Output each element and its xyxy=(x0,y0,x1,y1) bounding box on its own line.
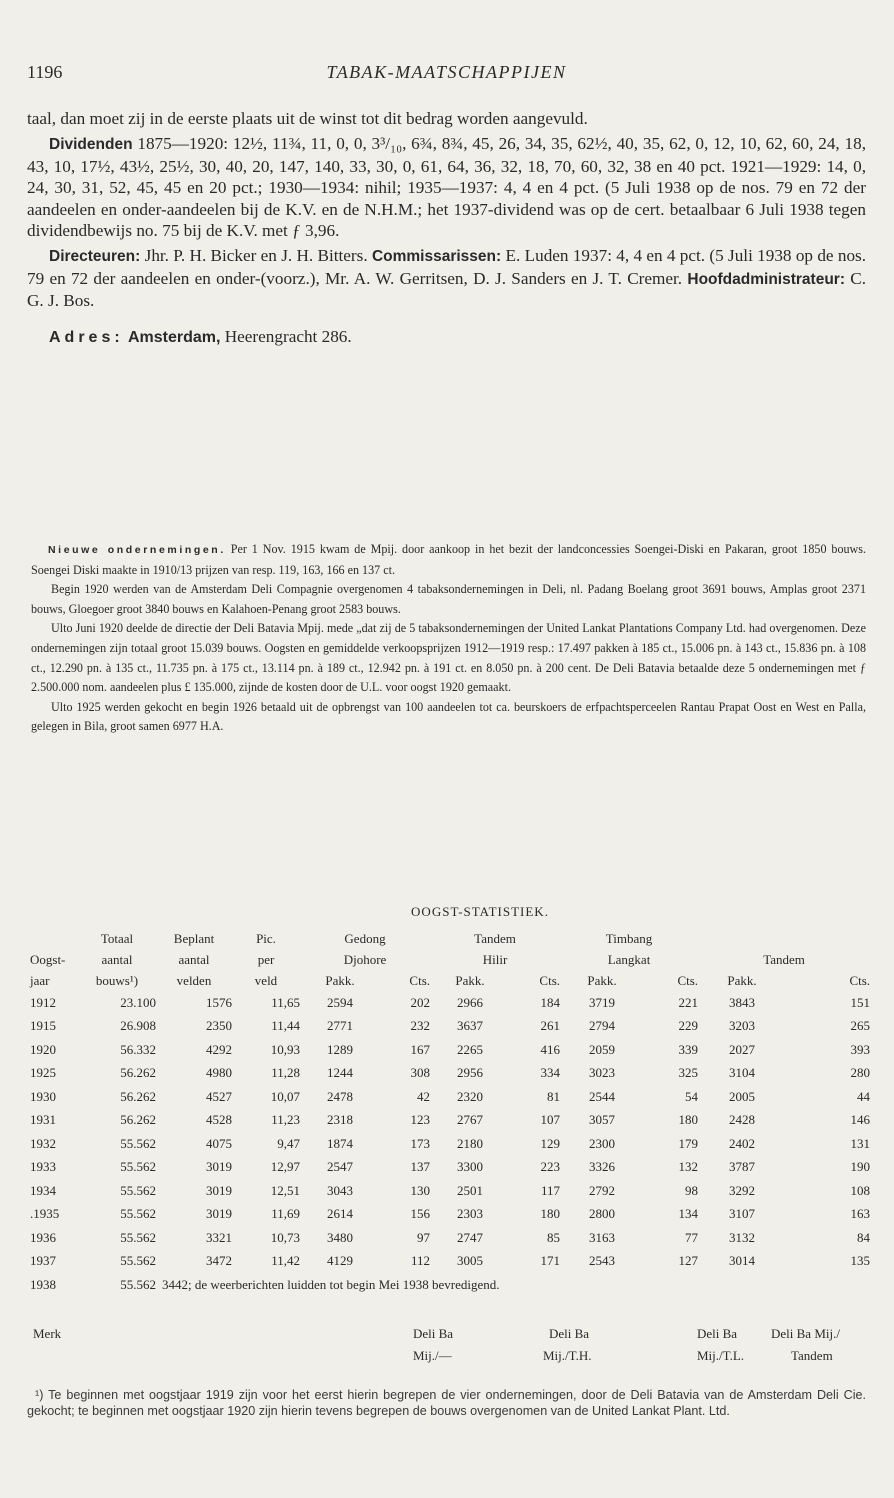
table-cell: 55.562 xyxy=(120,1206,156,1222)
table-cell: 4528 xyxy=(206,1112,232,1128)
header-cell: Oogst- xyxy=(30,951,66,967)
nieuwe-paragraph-3: Ulto Juni 1920 deelde de directie der Deli Batavia Mpij. mede „dat zij de 5 tabaksondernemingen der United Lankat Plantations Company Ltd. had overgenomen. Deze ondernemingen zijn totaal groot 15.039 bouws. Oogsten en gemiddelde verkoopsprijzen 1912—1919 resp.: 17.497 pakken à 185 ct., 15.006 pn. à 143 ct., 15.836 pn. à 108 ct., 12.290 pn. à 135 ct., 11.735 pn. à 175 ct., 13.114 pn. à 189 ct., 12.942 pn. à 191 ct. en 8.050 pn. à 200 cent. De Deli Batavia betaalde deze 5 ondernemingen met ƒ 2.500.000 nom. aandeelen plus £ 135.000, zijnde de kosten door de U.L. voor oogst 1920 gemaakt. xyxy=(31,621,866,695)
table-cell: 2320 xyxy=(457,1088,484,1104)
header-cell: Pakk. xyxy=(727,972,757,988)
header-cell: Pakk. xyxy=(587,972,617,988)
table-cell: 131 xyxy=(850,1135,871,1151)
table-cell: 1930 xyxy=(30,1088,56,1104)
table-cell: 3637 xyxy=(457,1018,484,1034)
adres-paragraph xyxy=(27,326,866,348)
table-row xyxy=(30,1062,870,1086)
header-cell: Hilir xyxy=(482,951,508,967)
table-cell: 23.100 xyxy=(120,994,156,1010)
table-cell: 130 xyxy=(410,1182,431,1198)
merk-langkat-a: Deli Ba xyxy=(697,1326,738,1341)
table-cell: 11,28 xyxy=(271,1065,300,1081)
table-cell: 55.562 xyxy=(120,1253,156,1269)
table-cell: 56.262 xyxy=(120,1088,156,1104)
table-cell: 81 xyxy=(547,1088,561,1104)
table-cell: 2614 xyxy=(327,1206,353,1222)
table-cell: 12,51 xyxy=(270,1182,300,1198)
table-cell: 2350 xyxy=(206,1018,232,1034)
table-cell: 55.562 xyxy=(120,1276,156,1292)
header-cell: Pakk. xyxy=(455,972,485,988)
table-cell: 232 xyxy=(410,1018,431,1034)
header-cell: jaar xyxy=(30,972,50,988)
table-cell: 325 xyxy=(678,1065,699,1081)
table-cell: 1931 xyxy=(30,1112,56,1128)
table-cell: 2318 xyxy=(327,1112,353,1128)
table-cell: 334 xyxy=(540,1065,561,1081)
table-cell: 56.262 xyxy=(120,1065,156,1081)
merk-gedong-a: Deli Ba xyxy=(413,1326,454,1341)
table-cell: 2005 xyxy=(729,1088,756,1104)
table-cell: 2059 xyxy=(589,1041,616,1057)
table-cell: 11,69 xyxy=(271,1206,300,1222)
table-cell: 3843 xyxy=(729,994,756,1010)
table-cell: 190 xyxy=(850,1159,871,1175)
directeuren-label: Directeuren: xyxy=(49,248,141,266)
commissarissen-text: E. Luden 1937: 4, 4 en 4 pct. (5 Juli 1938 op de nos. 79 en 72 der aandeelen en onder-(voorz.), Mr. A. W. Gerritsen, D. J. Sanders en J. T. Cremer. xyxy=(27,246,867,288)
header-cell: Totaal xyxy=(100,930,134,946)
table-cell: 42 xyxy=(417,1088,431,1104)
table-row xyxy=(30,1109,870,1133)
merk-langkat-b: Mij./T.L. xyxy=(697,1348,745,1363)
merk-label: Merk xyxy=(33,1326,62,1341)
table-cell: 3019 xyxy=(206,1182,232,1198)
table-cell: 2478 xyxy=(327,1088,353,1104)
oogst-statistiek xyxy=(30,904,870,1297)
table-cell: 4075 xyxy=(206,1135,232,1151)
table-cell: 10,73 xyxy=(270,1229,300,1245)
header-cell: Cts. xyxy=(849,972,871,988)
table-cell: 416 xyxy=(540,1041,561,1057)
table-cell: 2027 xyxy=(729,1041,756,1057)
header-cell: Pic. xyxy=(256,930,276,946)
table-cell: 3472 xyxy=(206,1253,232,1269)
table-cell: 4527 xyxy=(206,1088,232,1104)
merk-tandem-a: Deli Ba Mij./ xyxy=(771,1326,840,1341)
table-cell: 1915 xyxy=(30,1018,56,1034)
table-cell: 1289 xyxy=(327,1041,353,1057)
table-row xyxy=(30,1203,870,1227)
table-row xyxy=(30,1085,870,1109)
table-cell: 3787 xyxy=(729,1159,756,1175)
table-cell: 3019 xyxy=(206,1206,232,1222)
table-cell: 55.562 xyxy=(120,1159,156,1175)
table-cell: 261 xyxy=(540,1018,561,1034)
table-cell: 265 xyxy=(850,1018,871,1034)
table-cell: 3719 xyxy=(589,994,616,1010)
merk-gedong-b: Mij./— xyxy=(413,1348,452,1363)
table-cell: 108 xyxy=(850,1182,871,1198)
table-cell: 2402 xyxy=(729,1135,756,1151)
header-cell: Tandem xyxy=(474,930,516,946)
table-cell: 85 xyxy=(547,1229,561,1245)
header-cell: aantal xyxy=(178,951,210,967)
table-cell: 280 xyxy=(850,1065,871,1081)
table-row-1938 xyxy=(30,1273,870,1297)
table-cell: 127 xyxy=(678,1253,699,1269)
opening-paragraph: taal, dan moet zij in de eerste plaats uit de winst tot dit bedrag worden aangevuld. xyxy=(27,109,588,128)
table-cell: 1244 xyxy=(327,1065,353,1081)
table-cell: 1874 xyxy=(327,1135,353,1151)
table-cell: 3480 xyxy=(327,1229,353,1245)
dividenden-label: Dividenden xyxy=(49,136,133,154)
table-cell: 97 xyxy=(417,1229,431,1245)
header-cell: Langkat xyxy=(607,951,651,967)
table-cell: 112 xyxy=(410,1253,431,1269)
table-cell: 44 xyxy=(857,1088,871,1104)
table-cell: 2180 xyxy=(457,1135,484,1151)
merk-hilir-a: Deli Ba xyxy=(549,1326,590,1341)
table-row xyxy=(30,1250,870,1274)
table-note-1938: 3442; de weerberichten luidden tot begin Mei 1938 bevredigend. xyxy=(162,1276,500,1292)
table-cell: 221 xyxy=(678,994,699,1010)
table-cell: 2747 xyxy=(457,1229,484,1245)
table-cell: 308 xyxy=(410,1065,431,1081)
table-cell: 98 xyxy=(685,1182,699,1198)
table-cell: 2303 xyxy=(457,1206,484,1222)
table-cell: 3203 xyxy=(729,1018,756,1034)
table-cell: 202 xyxy=(410,994,431,1010)
table-cell: 129 xyxy=(540,1135,561,1151)
nieuwe-ondernemingen-label: Nieuwe ondernemingen. xyxy=(48,544,226,556)
table-cell: 2428 xyxy=(729,1112,756,1128)
table-cell: 3104 xyxy=(729,1065,756,1081)
table-cell: 11,65 xyxy=(271,994,300,1010)
table-row xyxy=(30,1015,870,1039)
header-cell: Beplant xyxy=(173,930,215,946)
table-cell: 84 xyxy=(857,1229,871,1245)
header-cell: Timbang xyxy=(605,930,653,946)
merk-tandem-b: Tandem xyxy=(791,1348,833,1363)
header-cell: Tandem xyxy=(763,951,805,967)
table-cell: 173 xyxy=(410,1135,431,1151)
table-cell: 2966 xyxy=(457,994,484,1010)
table-cell: 3107 xyxy=(729,1206,756,1222)
dividenden-paragraph xyxy=(27,133,866,241)
nieuwe-paragraph-2: Begin 1920 werden van de Amsterdam Deli Compagnie overgenomen 4 tabaksondernemingen in Deli, nl. Padang Boelang groot 3691 bouws, Amplas groot 2371 bouws, Gloegoer groot 3840 bouws en Kalahoen-Penang groot 2583 bouws. xyxy=(31,582,866,616)
table-cell: 151 xyxy=(850,994,871,1010)
table-cell: 1933 xyxy=(30,1159,56,1175)
table-cell: 146 xyxy=(850,1112,871,1128)
table-cell: 2265 xyxy=(457,1041,484,1057)
running-title: TABAK-MAATSCHAPPIJEN xyxy=(326,62,567,82)
table-cell: 55.562 xyxy=(120,1229,156,1245)
bestuur-paragraph xyxy=(27,245,866,311)
table-cell: 2800 xyxy=(589,1206,616,1222)
header-cell: Gedong xyxy=(344,930,386,946)
table-row xyxy=(30,1132,870,1156)
table-cell: 3043 xyxy=(327,1182,353,1198)
table-cell: 1936 xyxy=(30,1229,56,1245)
table-cell: 77 xyxy=(685,1229,699,1245)
hoofdadministrateur-label: Hoofdadministrateur: xyxy=(687,270,845,288)
table-cell: 1932 xyxy=(30,1135,56,1151)
table-cell: 10,07 xyxy=(270,1088,300,1104)
table-cell: 123 xyxy=(410,1112,431,1128)
running-header xyxy=(27,62,866,88)
table-cell: 3005 xyxy=(457,1253,484,1269)
header-row-1 xyxy=(30,928,870,949)
table-cell: 2794 xyxy=(589,1018,616,1034)
header-cell: aantal xyxy=(101,951,133,967)
header-cell: Cts. xyxy=(409,972,431,988)
table-cell: 2544 xyxy=(589,1088,616,1104)
table-cell: 3300 xyxy=(457,1159,484,1175)
table-cell: 26.908 xyxy=(120,1018,156,1034)
table-cell: 2300 xyxy=(589,1135,616,1151)
table-row xyxy=(30,1038,870,1062)
table-cell: 2956 xyxy=(457,1065,484,1081)
table-cell: 3132 xyxy=(729,1229,756,1245)
table-cell: 3326 xyxy=(589,1159,616,1175)
header-cell: per xyxy=(257,951,275,967)
statistiek-table xyxy=(30,928,870,1297)
table-cell: 10,93 xyxy=(270,1041,300,1057)
footnote-text: ¹) Te beginnen met oogstjaar 1919 zijn voor het eerst hierin begrepen de vier ondernemingen, door de Deli Batavia van de Amsterdam Deli Cie. gekocht; te beginnen met oogstjaar 1920 zijn hierin tevens begrepen de bouws overgenomen van de United Lankat Plant. Ltd. xyxy=(27,1388,866,1418)
table-cell: 1925 xyxy=(30,1065,56,1081)
table-cell: 134 xyxy=(678,1206,699,1222)
table-cell: 171 xyxy=(540,1253,561,1269)
header-cell: Cts. xyxy=(677,972,699,988)
header-cell: bouws¹) xyxy=(95,972,139,988)
table-cell: 11,42 xyxy=(271,1253,300,1269)
table-cell: 1934 xyxy=(30,1182,56,1198)
dividenden-text: 1875—1920: 12½, 11¾, 11, 0, 0, 3³/₁₀, 6¾, 8¾, 45, 26, 34, 35, 62½, 40, 35, 62, 0, 12, 10, 62, 60, 24, 18, 43, 10, 17½, 43½, 25½, 30, 40, 20, 147, 140, 33, 30, 0, 61, 64, 36, 32, 18, 70, 60, 32, 38 en 40 pct. 1921—1929: 14, 0, 24, 30, 31, 52, 45, 45 en 20 pct.; 1930—1934: nihil; 1935—1937: 4, 4 en 4 pct. (5 Juli 1938 op de nos. 79 en 72 der aandeelen en onder-aandeelen bij de K.V. en de N.H.M.; het 1937-dividend was op de cert. betaalbaar 6 Juli 1938 tegen dividendbewijs no. 75 bij de K.V. met ƒ 3,96. xyxy=(27,134,866,241)
header-cell: Pakk. xyxy=(325,972,355,988)
table-cell: 3057 xyxy=(589,1112,616,1128)
table-row xyxy=(30,1156,870,1180)
table-cell: 180 xyxy=(540,1206,561,1222)
table-cell: 393 xyxy=(850,1041,871,1057)
table-cell: .1935 xyxy=(30,1206,60,1222)
table-cell: 56.332 xyxy=(120,1041,156,1057)
main-text xyxy=(27,108,866,352)
table-cell: 4980 xyxy=(206,1065,232,1081)
table-cell: 2594 xyxy=(327,994,353,1010)
header-cell xyxy=(30,928,78,949)
table-cell: 223 xyxy=(540,1159,561,1175)
header-row-3 xyxy=(30,970,870,991)
table-cell: 3321 xyxy=(206,1229,232,1245)
header-cell: Cts. xyxy=(539,972,561,988)
table-cell: 107 xyxy=(540,1112,561,1128)
table-cell: 4292 xyxy=(206,1041,232,1057)
table-cell: 2792 xyxy=(589,1182,616,1198)
table-cell: 229 xyxy=(678,1018,699,1034)
table-cell: 2767 xyxy=(457,1112,484,1128)
table-cell: 163 xyxy=(850,1206,871,1222)
table-cell: 1576 xyxy=(206,994,232,1010)
table-row xyxy=(30,991,870,1015)
adres-street: Heerengracht 286. xyxy=(224,326,352,346)
nieuwe-ondernemingen-section xyxy=(31,540,866,737)
page-number: 1196 xyxy=(27,62,63,82)
table-cell: 3014 xyxy=(729,1253,756,1269)
table-cell: 339 xyxy=(678,1041,699,1057)
table-cell: 55.562 xyxy=(120,1182,156,1198)
nieuwe-paragraph-1 xyxy=(31,540,866,580)
adres-label: Adres: xyxy=(49,328,124,346)
table-cell: 132 xyxy=(678,1159,699,1175)
table-cell: 1938 xyxy=(30,1276,56,1292)
nieuwe-text-1: Per 1 Nov. 1915 kwam de Mpij. door aankoop in het bezit der landconcessies Soengei-Diski en Pakaran, groot 1850 bouws. Soengei Diski maakte in 1910/13 prijzen van resp. 119, 163, 166 en 137 ct. xyxy=(31,542,867,577)
table-cell: 117 xyxy=(540,1182,561,1198)
header-cell: Djohore xyxy=(343,951,387,967)
table-cell: 179 xyxy=(678,1135,699,1151)
table-row xyxy=(30,1226,870,1250)
table-cell: 9,47 xyxy=(277,1135,300,1151)
nieuwe-paragraph-4: Ulto 1925 werden gekocht en begin 1926 betaald uit de opbrengst van 100 aandeelen tot ca. beurskoers de erfpachtsperceelen Rantau Prapat Oost en West en Palla, gelegen in Bila, groot samen 6977 H.A. xyxy=(31,699,866,734)
table-cell: 2547 xyxy=(327,1159,353,1175)
table-cell: 2543 xyxy=(589,1253,616,1269)
table-cell: 1912 xyxy=(30,994,56,1010)
table-cell: 2771 xyxy=(327,1018,353,1034)
table-cell: 3163 xyxy=(589,1229,616,1245)
table-cell: 4129 xyxy=(327,1253,353,1269)
statistiek-title: OOGST-STATISTIEK. xyxy=(411,904,549,919)
header-row-2 xyxy=(30,949,870,970)
footnote xyxy=(27,1388,866,1419)
table-cell: 12,97 xyxy=(270,1159,300,1175)
table-cell: 180 xyxy=(678,1112,699,1128)
table-cell: 1937 xyxy=(30,1253,56,1269)
table-cell: 1920 xyxy=(30,1041,56,1057)
table-cell: 2501 xyxy=(457,1182,484,1198)
table-cell: 137 xyxy=(410,1159,431,1175)
table-cell: 3292 xyxy=(729,1182,756,1198)
commissarissen-label: Commissarissen: xyxy=(371,248,502,266)
table-cell: 135 xyxy=(850,1253,871,1269)
table-cell: 11,44 xyxy=(271,1018,300,1034)
table-cell: 54 xyxy=(685,1088,699,1104)
table-cell: 184 xyxy=(540,994,561,1010)
hoofdadministrateur-text: C. G. J. Bos. xyxy=(27,268,867,311)
header-cell xyxy=(698,928,870,949)
table-cell: 3023 xyxy=(589,1065,616,1081)
table-cell: 167 xyxy=(410,1041,431,1057)
table-row xyxy=(30,1179,870,1203)
table-cell: 156 xyxy=(410,1206,431,1222)
table-cell: 3019 xyxy=(206,1159,232,1175)
header-cell: veld xyxy=(254,972,278,988)
table-cell: 11,23 xyxy=(271,1112,300,1128)
merk-hilir-b: Mij./T.H. xyxy=(543,1348,592,1363)
directeuren-text: Jhr. P. H. Bicker en J. H. Bitters. xyxy=(144,246,368,266)
table-cell: 55.562 xyxy=(120,1135,156,1151)
header-cell: velden xyxy=(176,972,212,988)
adres-city: Amsterdam, xyxy=(127,328,221,346)
table-cell: 56.262 xyxy=(120,1112,156,1128)
